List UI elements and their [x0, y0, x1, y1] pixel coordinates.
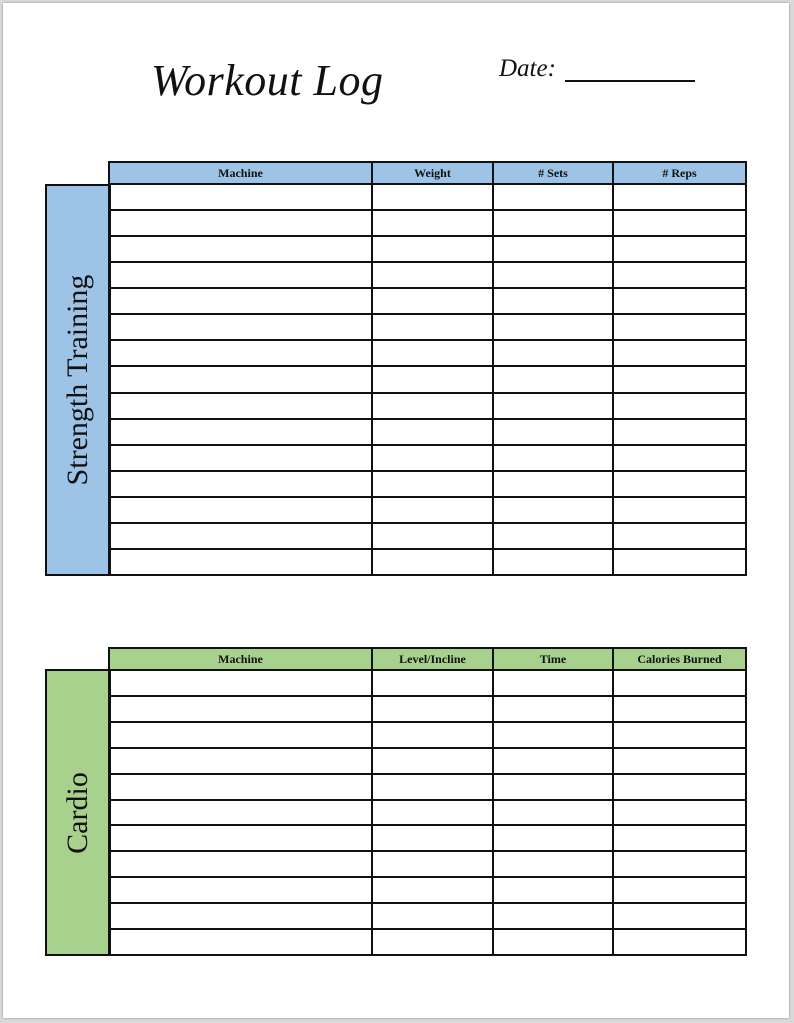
strength-entry-cell[interactable]	[493, 340, 613, 366]
cardio-entry-cell[interactable]	[493, 851, 613, 877]
strength-entry-cell[interactable]	[109, 523, 372, 549]
strength-entry-cell[interactable]	[493, 314, 613, 340]
cardio-entry-cell[interactable]	[109, 825, 372, 851]
strength-entry-cell[interactable]	[613, 419, 746, 445]
cardio-entry-cell[interactable]	[493, 696, 613, 722]
cardio-entry-cell[interactable]	[372, 877, 493, 903]
strength-col-reps: # Reps	[613, 162, 746, 184]
strength-side-label-box	[45, 184, 111, 576]
strength-side-label: Strength Training	[61, 274, 94, 486]
strength-entry-cell[interactable]	[613, 445, 746, 471]
cardio-entry-cell[interactable]	[613, 748, 746, 774]
strength-entry-cell[interactable]	[613, 366, 746, 392]
page-title: Workout Log	[151, 56, 384, 105]
strength-table-body	[109, 184, 746, 575]
cardio-entry-cell[interactable]	[109, 748, 372, 774]
cardio-table	[108, 647, 747, 956]
cardio-table-row	[109, 722, 746, 748]
strength-entry-cell[interactable]	[372, 419, 493, 445]
cardio-table-row	[109, 800, 746, 826]
cardio-table-row	[109, 696, 746, 722]
strength-entry-cell[interactable]	[109, 549, 372, 575]
cardio-entry-cell[interactable]	[493, 670, 613, 696]
strength-entry-cell[interactable]	[372, 210, 493, 236]
strength-entry-cell[interactable]	[372, 262, 493, 288]
strength-entry-cell[interactable]	[109, 184, 372, 210]
strength-entry-cell[interactable]	[613, 236, 746, 262]
strength-table-row	[109, 314, 746, 340]
cardio-table-row	[109, 903, 746, 929]
cardio-table-row	[109, 825, 746, 851]
strength-entry-cell[interactable]	[613, 288, 746, 314]
strength-entry-cell[interactable]	[493, 184, 613, 210]
strength-training-section	[45, 161, 745, 576]
strength-table-row	[109, 210, 746, 236]
strength-entry-cell[interactable]	[372, 393, 493, 419]
cardio-col-level: Level/Incline	[372, 648, 493, 670]
cardio-entry-cell[interactable]	[109, 774, 372, 800]
strength-entry-cell[interactable]	[372, 523, 493, 549]
strength-table-row	[109, 366, 746, 392]
strength-entry-cell[interactable]	[493, 497, 613, 523]
cardio-entry-cell[interactable]	[372, 825, 493, 851]
strength-entry-cell[interactable]	[372, 366, 493, 392]
cardio-entry-cell[interactable]	[613, 774, 746, 800]
cardio-entry-cell[interactable]	[109, 722, 372, 748]
cardio-entry-cell[interactable]	[493, 800, 613, 826]
strength-entry-cell[interactable]	[372, 549, 493, 575]
strength-entry-cell[interactable]	[493, 445, 613, 471]
cardio-entry-cell[interactable]	[493, 877, 613, 903]
cardio-entry-cell[interactable]	[613, 670, 746, 696]
cardio-entry-cell[interactable]	[613, 903, 746, 929]
cardio-entry-cell[interactable]	[493, 929, 613, 955]
strength-entry-cell[interactable]	[109, 471, 372, 497]
strength-entry-cell[interactable]	[613, 471, 746, 497]
strength-col-weight: Weight	[372, 162, 493, 184]
strength-entry-cell[interactable]	[109, 340, 372, 366]
cardio-table-row	[109, 929, 746, 955]
cardio-entry-cell[interactable]	[109, 670, 372, 696]
strength-entry-cell[interactable]	[372, 497, 493, 523]
strength-table-row	[109, 445, 746, 471]
strength-table-row	[109, 340, 746, 366]
strength-entry-cell[interactable]	[493, 549, 613, 575]
cardio-entry-cell[interactable]	[613, 851, 746, 877]
strength-col-machine: Machine	[109, 162, 372, 184]
cardio-table-row	[109, 774, 746, 800]
strength-entry-cell[interactable]	[109, 314, 372, 340]
strength-table-row	[109, 497, 746, 523]
strength-entry-cell[interactable]	[613, 340, 746, 366]
strength-table-row	[109, 549, 746, 575]
cardio-entry-cell[interactable]	[372, 800, 493, 826]
strength-entry-cell[interactable]	[372, 445, 493, 471]
strength-entry-cell[interactable]	[372, 314, 493, 340]
strength-entry-cell[interactable]	[109, 262, 372, 288]
strength-entry-cell[interactable]	[613, 393, 746, 419]
cardio-section	[45, 647, 745, 956]
cardio-side-label-box	[45, 669, 111, 956]
strength-entry-cell[interactable]	[109, 210, 372, 236]
strength-entry-cell[interactable]	[613, 549, 746, 575]
cardio-entry-cell[interactable]	[109, 696, 372, 722]
cardio-table-row	[109, 670, 746, 696]
strength-entry-cell[interactable]	[372, 288, 493, 314]
strength-col-sets: # Sets	[493, 162, 613, 184]
strength-entry-cell[interactable]	[109, 445, 372, 471]
cardio-entry-cell[interactable]	[109, 877, 372, 903]
strength-table-row	[109, 523, 746, 549]
cardio-table-body	[109, 670, 746, 955]
strength-entry-cell[interactable]	[372, 236, 493, 262]
strength-entry-cell[interactable]	[493, 419, 613, 445]
cardio-entry-cell[interactable]	[372, 722, 493, 748]
cardio-entry-cell[interactable]	[493, 903, 613, 929]
strength-table-row	[109, 184, 746, 210]
cardio-entry-cell[interactable]	[613, 877, 746, 903]
cardio-entry-cell[interactable]	[372, 929, 493, 955]
strength-entry-cell[interactable]	[109, 236, 372, 262]
strength-table-row	[109, 262, 746, 288]
cardio-entry-cell[interactable]	[109, 903, 372, 929]
cardio-entry-cell[interactable]	[109, 929, 372, 955]
cardio-entry-cell[interactable]	[613, 696, 746, 722]
strength-table	[108, 161, 747, 576]
strength-entry-cell[interactable]	[109, 419, 372, 445]
strength-table-row	[109, 236, 746, 262]
strength-entry-cell[interactable]	[493, 210, 613, 236]
strength-entry-cell[interactable]	[493, 523, 613, 549]
cardio-table-row	[109, 851, 746, 877]
cardio-entry-cell[interactable]	[493, 722, 613, 748]
cardio-col-time: Time	[493, 648, 613, 670]
strength-entry-cell[interactable]	[613, 262, 746, 288]
strength-entry-cell[interactable]	[372, 471, 493, 497]
cardio-entry-cell[interactable]	[493, 774, 613, 800]
cardio-entry-cell[interactable]	[493, 825, 613, 851]
strength-entry-cell[interactable]	[493, 471, 613, 497]
cardio-entry-cell[interactable]	[109, 851, 372, 877]
cardio-entry-cell[interactable]	[493, 748, 613, 774]
strength-entry-cell[interactable]	[613, 210, 746, 236]
strength-table-row	[109, 393, 746, 419]
strength-entry-cell[interactable]	[493, 262, 613, 288]
date-field-line[interactable]	[565, 80, 695, 82]
cardio-entry-cell[interactable]	[372, 748, 493, 774]
strength-entry-cell[interactable]	[613, 523, 746, 549]
strength-table-row	[109, 419, 746, 445]
strength-entry-cell[interactable]	[372, 184, 493, 210]
cardio-side-label: Cardio	[61, 771, 94, 854]
strength-entry-cell[interactable]	[109, 393, 372, 419]
strength-entry-cell[interactable]	[109, 366, 372, 392]
cardio-col-calories: Calories Burned	[613, 648, 746, 670]
strength-entry-cell[interactable]	[372, 340, 493, 366]
strength-entry-cell[interactable]	[613, 184, 746, 210]
date-label: Date:	[499, 55, 556, 82]
strength-entry-cell[interactable]	[613, 314, 746, 340]
cardio-entry-cell[interactable]	[109, 800, 372, 826]
strength-entry-cell[interactable]	[493, 366, 613, 392]
strength-entry-cell[interactable]	[493, 236, 613, 262]
cardio-entry-cell[interactable]	[613, 825, 746, 851]
cardio-entry-cell[interactable]	[372, 851, 493, 877]
strength-entry-cell[interactable]	[493, 393, 613, 419]
cardio-entry-cell[interactable]	[372, 670, 493, 696]
cardio-table-row	[109, 877, 746, 903]
strength-table-row	[109, 471, 746, 497]
cardio-entry-cell[interactable]	[372, 696, 493, 722]
strength-entry-cell[interactable]	[109, 288, 372, 314]
cardio-entry-cell[interactable]	[613, 800, 746, 826]
strength-entry-cell[interactable]	[493, 288, 613, 314]
cardio-entry-cell[interactable]	[613, 722, 746, 748]
cardio-entry-cell[interactable]	[613, 929, 746, 955]
cardio-entry-cell[interactable]	[372, 774, 493, 800]
cardio-table-row	[109, 748, 746, 774]
strength-entry-cell[interactable]	[613, 497, 746, 523]
strength-entry-cell[interactable]	[109, 497, 372, 523]
cardio-entry-cell[interactable]	[372, 903, 493, 929]
cardio-col-machine: Machine	[109, 648, 372, 670]
strength-table-row	[109, 288, 746, 314]
